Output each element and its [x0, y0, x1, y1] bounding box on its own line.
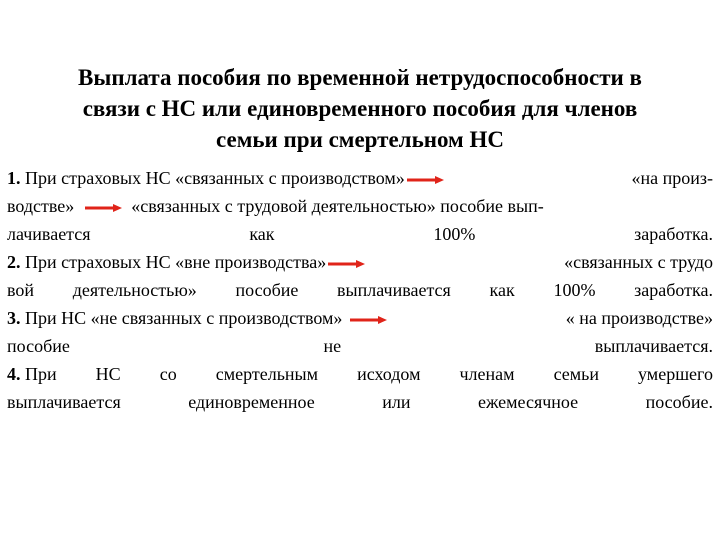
word: или [382, 392, 411, 412]
word: смертельным [215, 364, 319, 384]
word: ежемесячное [477, 392, 579, 412]
item-3-line-1 [7, 305, 713, 331]
item-1-text-c: водстве» [7, 196, 75, 216]
word: со [159, 364, 177, 384]
word: пособие [7, 336, 70, 356]
right-arrow-icon [348, 315, 388, 325]
right-arrow-icon [326, 259, 366, 269]
item-2-text-a-wrap [7, 249, 366, 275]
word: выплачивается [7, 392, 121, 412]
item-1-text-b: «на произ- [631, 168, 713, 188]
item-2-text-c: вой деятельностью» пособие выплачивается как 100% заработка. [7, 280, 713, 300]
word: лачивается [7, 224, 91, 244]
word: членам [459, 364, 515, 384]
item-1-line-3 [7, 221, 713, 247]
right-arrow-icon [83, 203, 123, 213]
word: семьи [553, 364, 600, 384]
word: не [323, 336, 342, 356]
item-1-number: 1. [7, 168, 21, 188]
word: выплачивается. [594, 336, 713, 356]
title-line-3: семьи при смертельном НС [216, 127, 504, 152]
title-line-2: связи с НС или единовременного пособия для членов [82, 96, 638, 121]
item-4-text-a0-wrap [7, 361, 57, 387]
item-4-line-1 [7, 361, 713, 387]
item-2-text-a: При страховых НС «вне производства» [25, 252, 327, 272]
item-3-line-2 [7, 333, 713, 359]
word: как [249, 224, 275, 244]
page-title [0, 62, 720, 155]
item-3-text-a: При НС «не связанных с производством» [25, 308, 343, 328]
word: При [25, 364, 57, 384]
item-1-text-a-wrap [7, 165, 445, 191]
word: заработка. [634, 224, 713, 244]
item-3-number: 3. [7, 308, 21, 328]
word: исходом [357, 364, 421, 384]
item-1-line-1 [7, 165, 713, 191]
item-3-text-b: « на производстве» [565, 308, 713, 328]
item-2-number: 2. [7, 252, 21, 272]
item-2-text-b: «связанных с трудо [564, 252, 713, 272]
title-line-1: Выплата пособия по временной нетрудоспособности в [78, 65, 642, 90]
right-arrow-icon [405, 175, 445, 185]
word: 100% [433, 224, 476, 244]
item-2-line-2 [7, 277, 713, 303]
word: пособие. [645, 392, 713, 412]
word: единовременное [188, 392, 315, 412]
word: НС [95, 364, 121, 384]
item-4-line-2 [7, 389, 713, 415]
item-2-line-1 [7, 249, 713, 275]
item-1-line-2 [7, 193, 713, 219]
item-1-text-d: «связанных с трудовой деятельностью» пособие вып- [131, 196, 544, 216]
word: умершего [638, 364, 713, 384]
item-4-number: 4. [7, 364, 21, 384]
item-3-text-a-wrap [7, 305, 388, 331]
item-1-text-a: При страховых НС «связанных с производством» [25, 168, 405, 188]
